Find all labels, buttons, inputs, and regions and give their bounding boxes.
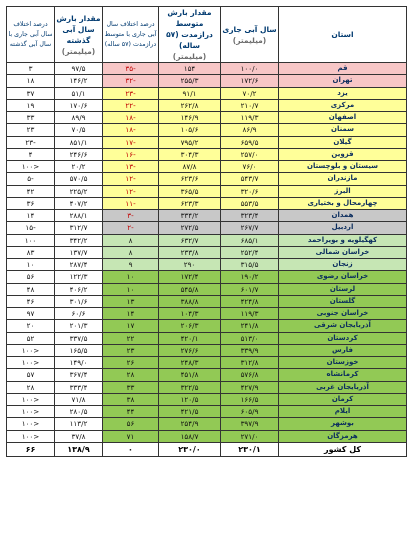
cell-diff-last: ۳۷	[7, 87, 55, 99]
cell-diff-last: ۳	[7, 63, 55, 75]
cell-last-year: ۳۶۷/۴	[55, 369, 103, 381]
cell-longterm: ۶۳۲/۷	[159, 234, 221, 246]
cell-current: ۳۲۳/۴	[221, 210, 279, 222]
cell-diff-longterm: -۱۳	[103, 161, 159, 173]
cell-longterm: ۱۰۵/۶	[159, 124, 221, 136]
cell-province: کهگیلویه و بویراحمد	[279, 234, 407, 246]
table-row	[7, 430, 407, 442]
cell-current: ۱۶۶/۵	[221, 393, 279, 405]
cell-diff-last: -۱۵	[7, 222, 55, 234]
cell-province: سمنان	[279, 124, 407, 136]
cell-current: ۸۶/۹	[221, 124, 279, 136]
cell-longterm: ۱۵۸/۷	[159, 430, 221, 442]
cell-province: سیستان و بلوچستان	[279, 161, 407, 173]
cell-province: خراسان شمالی	[279, 246, 407, 258]
cell-diff-longterm: -۱۱	[103, 197, 159, 209]
cell-diff-longterm: ۴۴	[103, 406, 159, 418]
cell-longterm: ۳۳۴/۲	[159, 210, 221, 222]
cell-longterm: ۳۸۸/۸	[159, 295, 221, 307]
cell-current: ۲۶۷/۷	[221, 222, 279, 234]
cell-longterm: ۱۰۴/۳	[159, 308, 221, 320]
cell-last-year: ۲۸۷/۴	[55, 259, 103, 271]
cell-diff-last: <۱۰۰	[7, 430, 55, 442]
cell-diff-longterm: -۳۲	[103, 75, 159, 87]
cell-longterm: ۹۱/۱	[159, 87, 221, 99]
cell-longterm: ۱۷۲/۴	[159, 271, 221, 283]
header-diff-last: درصد اختلاف سال آبی جاری با سال آبی گذشته	[7, 7, 55, 63]
header-last-year: مقدار بارش سال آبی گذشته (میلیمتر)	[55, 7, 103, 63]
cell-current: ۳۳۹/۹	[221, 344, 279, 356]
cell-last-year: ۲۴۶/۶	[55, 148, 103, 160]
cell-current: ۳۱۵/۵	[221, 259, 279, 271]
rainfall-table-container	[6, 6, 406, 457]
cell-diff-longterm: ۲۶	[103, 357, 159, 369]
cell-diff-last: ۹۷	[7, 308, 55, 320]
cell-last-year: ۷۰/۵	[55, 124, 103, 136]
cell-last-year: ۶۰/۶	[55, 308, 103, 320]
header-row	[7, 7, 407, 63]
cell-current: ۶۰۵/۹	[221, 406, 279, 418]
cell-diff-longterm: ۳۳	[103, 381, 159, 393]
cell-longterm: ۷۹۵/۲	[159, 136, 221, 148]
table-row	[7, 246, 407, 258]
cell-diff-longterm: -۱۸	[103, 112, 159, 124]
cell-diff-longterm: ۲۳	[103, 344, 159, 356]
total-diff-longterm: ۰	[103, 442, 159, 456]
header-province: استان	[279, 7, 407, 63]
cell-current: ۷۶/۰	[221, 161, 279, 173]
table-row	[7, 259, 407, 271]
cell-current: ۱۰۰/۰	[221, 63, 279, 75]
cell-province: آذربایجان شرقی	[279, 320, 407, 332]
cell-diff-last: ۲۳	[7, 124, 55, 136]
cell-diff-last: ۱۴	[7, 210, 55, 222]
cell-current: ۳۹۷/۹	[221, 418, 279, 430]
table-row	[7, 332, 407, 344]
table-row	[7, 75, 407, 87]
cell-province: اصفهان	[279, 112, 407, 124]
cell-longterm: ۲۹۰	[159, 259, 221, 271]
header-longterm: مقدار بارش متوسط درازمدت (۵۷ ساله) (میلیمتر)	[159, 7, 221, 63]
cell-current: ۶۸۵/۱	[221, 234, 279, 246]
table-row	[7, 320, 407, 332]
total-diff-last: ۶۶	[7, 442, 55, 456]
cell-province: مازندران	[279, 173, 407, 185]
cell-longterm: ۲۷۲/۵	[159, 222, 221, 234]
table-row	[7, 124, 407, 136]
cell-province: هرمزگان	[279, 430, 407, 442]
cell-diff-longterm: ۸	[103, 246, 159, 258]
cell-diff-longterm: ۲۲	[103, 332, 159, 344]
cell-longterm: ۲۵۴/۹	[159, 418, 221, 430]
cell-province: گلستان	[279, 295, 407, 307]
cell-current: ۳۱۲/۸	[221, 357, 279, 369]
table-row	[7, 63, 407, 75]
cell-diff-last: <۱۰۰	[7, 406, 55, 418]
table-row	[7, 418, 407, 430]
table-row	[7, 210, 407, 222]
cell-diff-last: -۲۳	[7, 136, 55, 148]
cell-longterm: ۲۴۸/۳	[159, 357, 221, 369]
cell-current: ۳۲۰/۶	[221, 185, 279, 197]
cell-last-year: ۳۴۲/۲	[55, 234, 103, 246]
table-row	[7, 357, 407, 369]
cell-province: خراسان جنوبی	[279, 308, 407, 320]
cell-diff-last: ۱۸	[7, 75, 55, 87]
cell-diff-last: ۸۳	[7, 246, 55, 258]
cell-last-year: ۳۳۷/۵	[55, 332, 103, 344]
table-row	[7, 173, 407, 185]
cell-province: چهارمحال و بختیاری	[279, 197, 407, 209]
cell-longterm: ۵۴۵/۸	[159, 283, 221, 295]
cell-diff-last: <۱۰۰	[7, 393, 55, 405]
cell-diff-last: ۱۰	[7, 259, 55, 271]
cell-diff-last: ۴	[7, 148, 55, 160]
cell-diff-last: ۵۶	[7, 271, 55, 283]
cell-diff-longterm: ۱۰	[103, 283, 159, 295]
cell-longterm: ۲۰۶/۳	[159, 320, 221, 332]
cell-diff-longterm: ۵۶	[103, 418, 159, 430]
cell-diff-last: ۵۲	[7, 332, 55, 344]
cell-diff-last: -۵	[7, 173, 55, 185]
total-current: ۲۳۰/۱	[221, 442, 279, 456]
cell-diff-longterm: ۱۴	[103, 308, 159, 320]
cell-diff-longterm: -۲۳	[103, 87, 159, 99]
table-row	[7, 393, 407, 405]
cell-longterm: ۱۲۰/۵	[159, 393, 221, 405]
cell-current: ۵۵۳/۵	[221, 197, 279, 209]
cell-current: ۷۰/۲	[221, 87, 279, 99]
cell-diff-last: ۱۹	[7, 99, 55, 111]
cell-last-year: ۲۸۰/۵	[55, 406, 103, 418]
cell-current: ۲۱۰/۷	[221, 99, 279, 111]
cell-longterm: ۴۲۱/۵	[159, 406, 221, 418]
cell-province: کرمان	[279, 393, 407, 405]
cell-diff-longterm: -۲	[103, 222, 159, 234]
cell-current: ۵۷۶/۸	[221, 369, 279, 381]
table-row	[7, 148, 407, 160]
table-row	[7, 295, 407, 307]
cell-longterm: ۳۰۴/۳	[159, 148, 221, 160]
cell-current: ۴۲۴/۸	[221, 295, 279, 307]
cell-last-year: ۱۷۰/۶	[55, 99, 103, 111]
cell-last-year: ۷۱/۸	[55, 393, 103, 405]
cell-diff-longterm: -۱۲	[103, 185, 159, 197]
cell-province: مرکزی	[279, 99, 407, 111]
cell-longterm: ۲۶۲/۸	[159, 99, 221, 111]
cell-diff-longterm: ۲۸	[103, 369, 159, 381]
cell-longterm: ۲۷۶/۶	[159, 344, 221, 356]
cell-last-year: ۱۱۳/۲	[55, 418, 103, 430]
cell-last-year: ۳۱۲/۷	[55, 222, 103, 234]
cell-last-year: ۴۰۷/۲	[55, 197, 103, 209]
cell-diff-last: ۴۶	[7, 295, 55, 307]
cell-current: ۵۱۳/۰	[221, 332, 279, 344]
cell-last-year: ۴۰۶/۲	[55, 283, 103, 295]
cell-diff-longterm: ۱۰	[103, 271, 159, 283]
table-row	[7, 369, 407, 381]
cell-last-year: ۱۴۶/۲	[55, 75, 103, 87]
cell-current: ۶۵۹/۵	[221, 136, 279, 148]
cell-diff-longterm: -۳۵	[103, 63, 159, 75]
cell-diff-longterm: -۱۶	[103, 148, 159, 160]
cell-province: قزوین	[279, 148, 407, 160]
table-row	[7, 185, 407, 197]
table-row	[7, 112, 407, 124]
cell-province: بوشهر	[279, 418, 407, 430]
cell-province: خوزستان	[279, 357, 407, 369]
cell-longterm: ۳۲۲/۵	[159, 381, 221, 393]
cell-province: آذربایجان غربی	[279, 381, 407, 393]
cell-diff-last: ۳۳	[7, 112, 55, 124]
table-row	[7, 344, 407, 356]
cell-last-year: ۳۰۱/۶	[55, 295, 103, 307]
cell-diff-last: <۱۰۰	[7, 344, 55, 356]
cell-current: ۱۹۰/۲	[221, 271, 279, 283]
cell-longterm: ۱۴۶/۹	[159, 112, 221, 124]
cell-diff-last: ۵۷	[7, 369, 55, 381]
cell-last-year: ۱۳۷/۷	[55, 246, 103, 258]
cell-diff-last: ۲۸	[7, 381, 55, 393]
cell-diff-last: <۱۰۰	[7, 161, 55, 173]
cell-province: فارس	[279, 344, 407, 356]
cell-current: ۱۷۲/۶	[221, 75, 279, 87]
cell-diff-longterm: -۳	[103, 210, 159, 222]
cell-last-year: ۸۵۱/۱	[55, 136, 103, 148]
cell-current: ۵۴۳/۷	[221, 173, 279, 185]
cell-last-year: ۲۰۱/۳	[55, 320, 103, 332]
cell-diff-longterm: -۱۲	[103, 173, 159, 185]
cell-current: ۲۴۱/۸	[221, 320, 279, 332]
cell-last-year: ۵۷۰/۵	[55, 173, 103, 185]
table-row	[7, 381, 407, 393]
cell-province: یزد	[279, 87, 407, 99]
cell-current: ۱۱۹/۳	[221, 112, 279, 124]
cell-longterm: ۴۲۰/۱	[159, 332, 221, 344]
cell-last-year: ۵۱/۱	[55, 87, 103, 99]
total-longterm: ۲۳۰/۰	[159, 442, 221, 456]
cell-province: کرمانشاه	[279, 369, 407, 381]
cell-diff-longterm: -۲۲	[103, 99, 159, 111]
cell-diff-last: ۳۶	[7, 197, 55, 209]
cell-last-year: ۱۴۹/۰	[55, 357, 103, 369]
table-row	[7, 99, 407, 111]
cell-diff-last: ۱۰۰	[7, 234, 55, 246]
cell-province: تهران	[279, 75, 407, 87]
cell-diff-longterm: -۱۷	[103, 136, 159, 148]
cell-last-year: ۳۳۳/۴	[55, 381, 103, 393]
cell-current: ۲۷۱/۰	[221, 430, 279, 442]
cell-province: کردستان	[279, 332, 407, 344]
table-body	[7, 63, 407, 443]
cell-longterm: ۲۳۳/۸	[159, 246, 221, 258]
total-row	[7, 442, 407, 456]
table-row	[7, 406, 407, 418]
cell-last-year: ۳۷/۸	[55, 430, 103, 442]
cell-province: همدان	[279, 210, 407, 222]
table-row	[7, 283, 407, 295]
header-diff-longterm: درصد اختلاف سال آبی جاری با متوسط درازمدت (۵۷ ساله)	[103, 7, 159, 63]
cell-province: البرز	[279, 185, 407, 197]
cell-last-year: ۲۲۵/۲	[55, 185, 103, 197]
cell-province: قم	[279, 63, 407, 75]
cell-last-year: ۹۷/۵	[55, 63, 103, 75]
cell-province: گیلان	[279, 136, 407, 148]
table-row	[7, 136, 407, 148]
table-row	[7, 161, 407, 173]
cell-longterm: ۲۵۵/۳	[159, 75, 221, 87]
cell-last-year: ۲۸۸/۱	[55, 210, 103, 222]
cell-diff-last: ۴۸	[7, 283, 55, 295]
cell-longterm: ۳۶۵/۵	[159, 185, 221, 197]
cell-current: ۲۵۷/۰	[221, 148, 279, 160]
rainfall-table	[6, 6, 407, 457]
cell-diff-longterm: ۱۳	[103, 295, 159, 307]
cell-diff-longterm: ۹	[103, 259, 159, 271]
cell-longterm: ۴۵۱/۸	[159, 369, 221, 381]
cell-longterm: ۶۲۳/۳	[159, 197, 221, 209]
cell-diff-last: ۲۰	[7, 320, 55, 332]
table-row	[7, 308, 407, 320]
cell-last-year: ۸۹/۹	[55, 112, 103, 124]
cell-province: زنجان	[279, 259, 407, 271]
table-row	[7, 87, 407, 99]
cell-longterm: ۸۷/۸	[159, 161, 221, 173]
cell-diff-last: ۴۲	[7, 185, 55, 197]
table-row	[7, 234, 407, 246]
cell-diff-longterm: ۷۱	[103, 430, 159, 442]
cell-longterm: ۱۵۴	[159, 63, 221, 75]
cell-province: ایلام	[279, 406, 407, 418]
cell-province: خراسان رضوی	[279, 271, 407, 283]
cell-diff-longterm: ۱۷	[103, 320, 159, 332]
table-row	[7, 271, 407, 283]
cell-current: ۴۲۷/۹	[221, 381, 279, 393]
header-current: سال آبی جاری (میلیمتر)	[221, 7, 279, 63]
table-row	[7, 222, 407, 234]
cell-diff-last: <۱۰۰	[7, 357, 55, 369]
cell-province: لرستان	[279, 283, 407, 295]
cell-last-year: ۲۰/۲	[55, 161, 103, 173]
cell-longterm: ۶۲۳/۶	[159, 173, 221, 185]
cell-last-year: ۱۲۲/۳	[55, 271, 103, 283]
cell-diff-longterm: ۳۸	[103, 393, 159, 405]
total-last-year: ۱۳۸/۹	[55, 442, 103, 456]
total-province: کل کشور	[279, 442, 407, 456]
cell-current: ۲۵۲/۴	[221, 246, 279, 258]
cell-diff-longterm: -۱۸	[103, 124, 159, 136]
cell-current: ۶۰۱/۷	[221, 283, 279, 295]
cell-last-year: ۱۶۵/۵	[55, 344, 103, 356]
cell-current: ۱۱۹/۳	[221, 308, 279, 320]
table-row	[7, 197, 407, 209]
cell-diff-longterm: ۸	[103, 234, 159, 246]
cell-diff-last: <۱۰۰	[7, 418, 55, 430]
cell-province: اردبیل	[279, 222, 407, 234]
